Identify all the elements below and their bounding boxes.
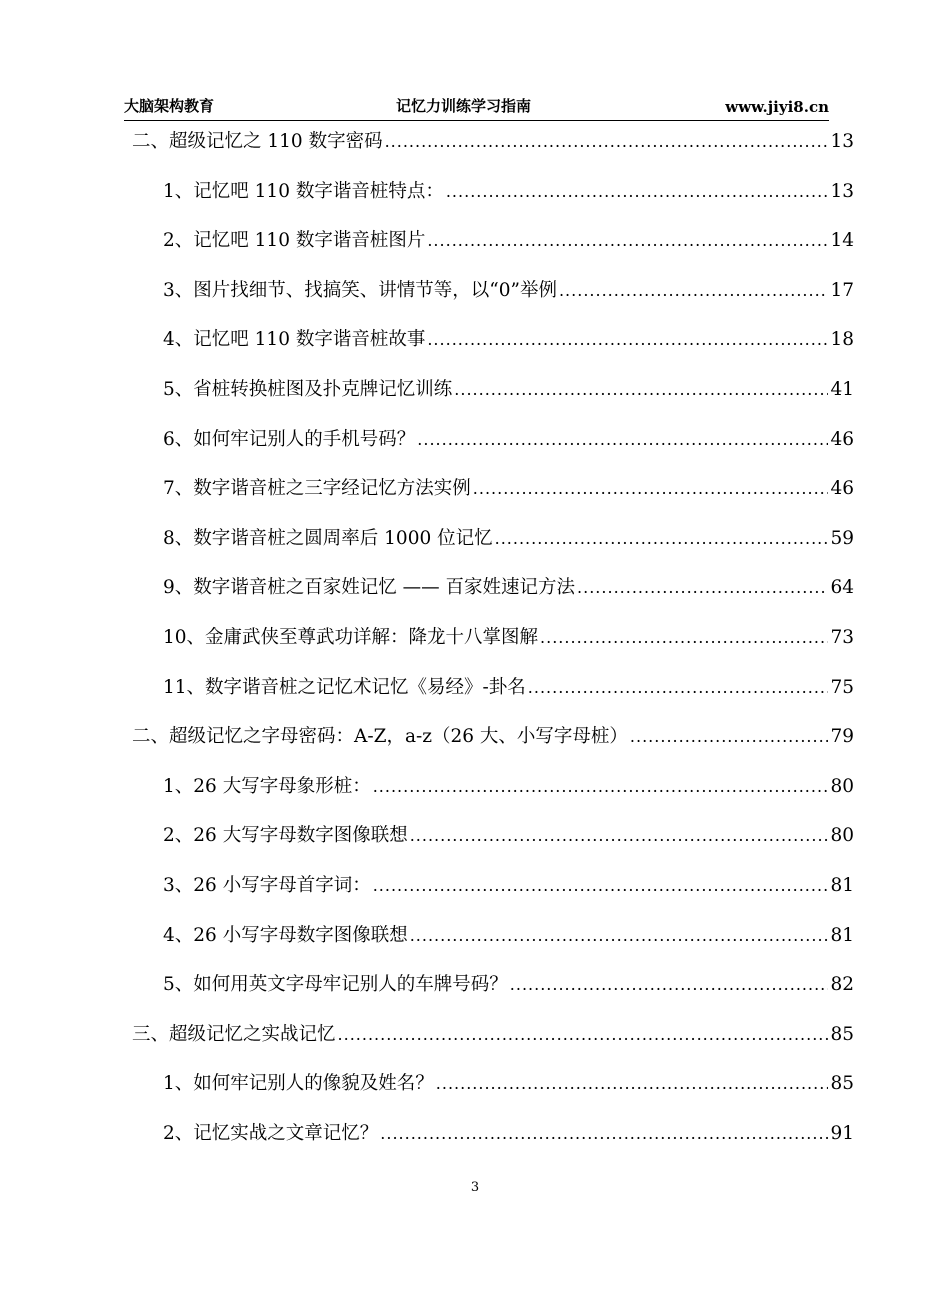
toc-entry-title: 2、记忆吧 110 数字谐音桩图片 (163, 230, 426, 252)
toc-entry-title: 8、数字谐音桩之圆周率后 1000 位记忆 (163, 527, 493, 549)
toc-entry-page: 85 (830, 1073, 854, 1095)
toc-entry-title: 2、26 大写字母数字图像联想 (163, 825, 408, 847)
toc-entry-page: 13 (830, 180, 854, 202)
toc-dot-leader (410, 821, 829, 851)
toc-entry-title: 1、26 大写字母象形桩： (163, 775, 371, 797)
toc-dot-leader (385, 127, 829, 157)
toc-entry-page: 79 (830, 726, 854, 748)
toc-entry-title: 2、记忆实战之文章记忆？ (163, 1123, 379, 1144)
toc-entry[interactable] (163, 970, 854, 1000)
toc-entry-page: 17 (830, 279, 854, 301)
toc-entry[interactable] (163, 325, 854, 355)
toc-entry[interactable] (163, 673, 854, 703)
toc-entry-page: 80 (830, 775, 854, 797)
toc-dot-leader (373, 871, 829, 901)
toc-entry-page: 81 (830, 924, 854, 946)
toc-entry-page: 59 (830, 527, 854, 549)
toc-entry-page: 64 (830, 577, 854, 599)
toc-dot-leader (380, 1119, 828, 1149)
toc-entry-title: 1、记忆吧 110 数字谐音桩特点： (163, 180, 444, 202)
toc-entry-page: 73 (830, 627, 854, 648)
toc-entry-title: 二、超级记忆之字母密码：A-Z，a-z（26 大、小写字母桩） (132, 726, 628, 748)
toc-entry[interactable] (163, 623, 854, 653)
toc-entry[interactable] (163, 425, 854, 455)
toc-entry-title: 1、如何牢记别人的像貌及姓名？ (163, 1073, 434, 1095)
toc-entry[interactable] (163, 772, 854, 802)
header-document-title: 记忆力训练学习指南 (396, 97, 532, 115)
toc-entry-title: 5、如何用英文字母牢记别人的车牌号码？ (163, 974, 508, 996)
toc-entry-title: 10、金庸武侠至尊武功详解：降龙十八掌图解 (163, 627, 539, 648)
toc-dot-leader (338, 1020, 829, 1050)
toc-entry[interactable] (163, 177, 854, 207)
toc-entry-page: 13 (830, 131, 854, 152)
toc-entry[interactable] (132, 127, 854, 157)
toc-entry[interactable] (163, 524, 854, 554)
toc-entry[interactable] (163, 871, 854, 901)
toc-entry-title: 4、26 小写字母数字图像联想 (163, 924, 408, 946)
toc-entry-page: 85 (830, 1023, 854, 1045)
page-number: 3 (470, 1180, 480, 1195)
toc-entry-title: 5、省桩转换桩图及扑克牌记忆训练 (163, 379, 453, 400)
toc-entry-page: 41 (830, 379, 854, 400)
toc-dot-leader (454, 375, 828, 405)
toc-entry-page: 75 (830, 676, 854, 698)
page-header (124, 94, 829, 121)
toc-entry-title: 二、超级记忆之 110 数字密码 (132, 131, 383, 152)
toc-dot-leader (410, 921, 829, 951)
toc-entry-page: 46 (830, 428, 854, 450)
toc-dot-leader (510, 970, 829, 1000)
toc-dot-leader (559, 276, 828, 306)
toc-entry-page: 81 (830, 875, 854, 896)
toc-entry-title: 6、如何牢记别人的手机号码？ (163, 428, 416, 450)
toc-dot-leader (528, 673, 829, 703)
toc-dot-leader (540, 623, 828, 653)
toc-entry[interactable] (163, 821, 854, 851)
toc-dot-leader (417, 425, 828, 455)
toc-entry-page: 18 (830, 329, 854, 351)
toc-entry-page: 46 (830, 478, 854, 500)
toc-entry-title: 4、记忆吧 110 数字谐音桩故事 (163, 329, 426, 351)
toc-entry-page: 91 (830, 1123, 854, 1144)
toc-entry-title: 三、超级记忆之实战记忆 (132, 1023, 336, 1045)
toc-entry[interactable] (132, 722, 854, 752)
toc-entry[interactable] (163, 226, 854, 256)
toc-entry[interactable] (163, 1069, 854, 1099)
toc-dot-leader (427, 226, 828, 256)
toc-entry[interactable] (163, 474, 854, 504)
toc-dot-leader (436, 1069, 829, 1099)
toc-entry[interactable] (163, 276, 854, 306)
toc-dot-leader (630, 722, 829, 752)
toc-entry-title: 7、数字谐音桩之三字经记忆方法实例 (163, 478, 471, 500)
header-website: www.jiyi8.cn (725, 98, 829, 116)
toc-entry-title: 11、数字谐音桩之记忆术记忆《易经》-卦名 (163, 676, 526, 698)
toc-dot-leader (473, 474, 829, 504)
toc-entry[interactable] (132, 1020, 854, 1050)
toc-entry[interactable] (163, 921, 854, 951)
toc-entry-page: 80 (830, 825, 854, 847)
toc-dot-leader (495, 524, 829, 554)
toc-dot-leader (373, 772, 829, 802)
toc-entry-title: 3、图片找细节、找搞笑、讲情节等，以“0”举例 (163, 279, 557, 301)
toc-dot-leader (446, 177, 829, 207)
toc-entry-page: 82 (830, 974, 854, 996)
toc-entry[interactable] (163, 375, 854, 405)
toc-dot-leader (427, 325, 828, 355)
toc-dot-leader (577, 573, 828, 603)
header-org-name: 大脑架构教育 (124, 97, 215, 115)
toc-entry[interactable] (163, 1119, 854, 1149)
toc-entry-page: 14 (830, 230, 854, 252)
toc-entry-title: 3、26 小写字母首字词： (163, 875, 371, 896)
toc-entry[interactable] (163, 573, 854, 603)
toc-entry-title: 9、数字谐音桩之百家姓记忆 —— 百家姓速记方法 (163, 577, 576, 599)
